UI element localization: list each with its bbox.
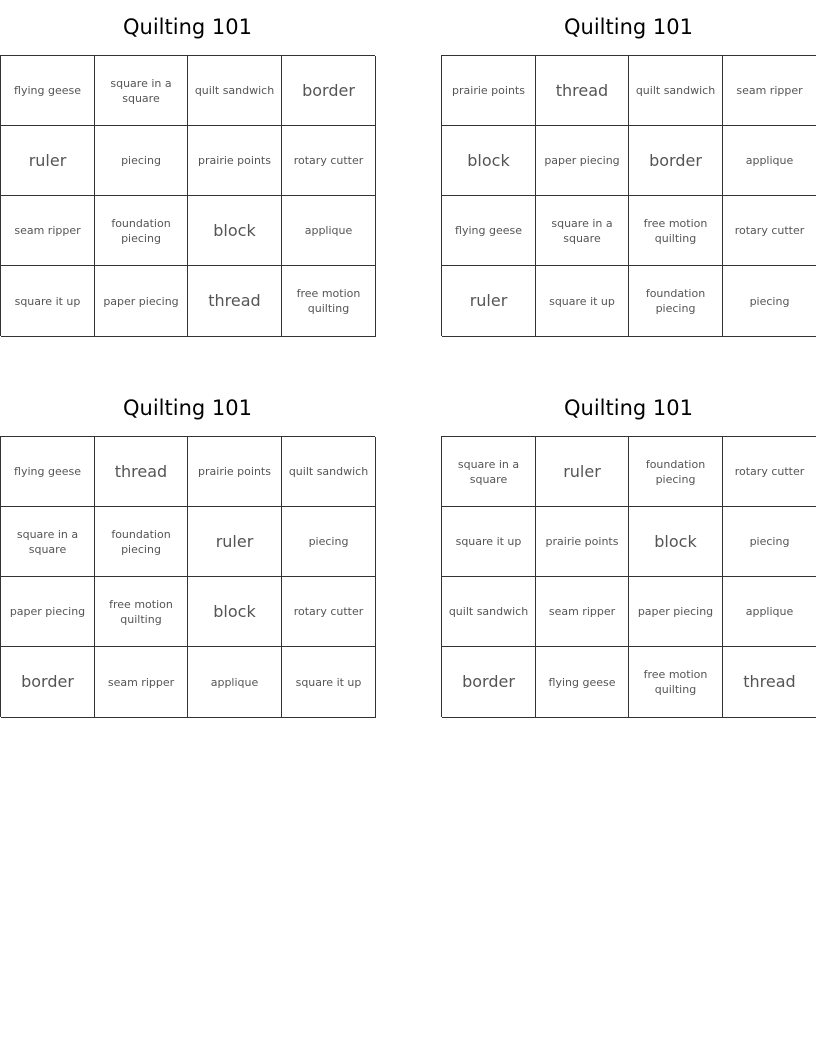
bingo-cell: applique: [723, 126, 816, 196]
bingo-cell: thread: [188, 266, 282, 337]
bingo-cell: thread: [95, 437, 188, 507]
bingo-cell: rotary cutter: [282, 126, 376, 196]
bingo-cell: flying geese: [1, 437, 95, 507]
bingo-cell: foundation piecing: [95, 507, 188, 577]
bingo-cell: block: [442, 126, 536, 196]
bingo-cell: foundation piecing: [629, 437, 723, 507]
bingo-cell: square in a square: [536, 196, 629, 266]
bingo-cell: seam ripper: [1, 196, 95, 266]
card-title: Quilting 101: [564, 15, 693, 39]
bingo-cell: paper piecing: [1, 577, 95, 647]
bingo-cell: square it up: [282, 647, 376, 718]
bingo-cell: free motion quilting: [282, 266, 376, 337]
bingo-cell: applique: [723, 577, 816, 647]
bingo-cell: prairie points: [536, 507, 629, 577]
bingo-cell: block: [188, 577, 282, 647]
bingo-cell: free motion quilting: [629, 647, 723, 718]
card-title: Quilting 101: [564, 396, 693, 420]
bingo-cell: square in a square: [442, 437, 536, 507]
bingo-cell: piecing: [723, 266, 816, 337]
bingo-cell: flying geese: [1, 56, 95, 126]
bingo-cell: ruler: [442, 266, 536, 337]
bingo-cell: square in a square: [1, 507, 95, 577]
bingo-cell: quilt sandwich: [188, 56, 282, 126]
bingo-cell: foundation piecing: [629, 266, 723, 337]
bingo-cell: quilt sandwich: [629, 56, 723, 126]
bingo-grid: [0, 55, 375, 336]
bingo-cell: block: [188, 196, 282, 266]
bingo-grid: [441, 55, 816, 336]
bingo-cell: applique: [188, 647, 282, 718]
bingo-cell: rotary cutter: [723, 196, 816, 266]
bingo-cell: seam ripper: [723, 56, 816, 126]
bingo-card-2: [441, 0, 816, 330]
card-title: Quilting 101: [123, 15, 252, 39]
bingo-cell: prairie points: [188, 126, 282, 196]
bingo-cell: quilt sandwich: [282, 437, 376, 507]
bingo-cell: piecing: [282, 507, 376, 577]
bingo-cell: square it up: [442, 507, 536, 577]
bingo-cell: applique: [282, 196, 376, 266]
bingo-grid: [441, 436, 816, 717]
bingo-cell: thread: [723, 647, 816, 718]
bingo-cell: square in a square: [95, 56, 188, 126]
bingo-card-4: [441, 381, 816, 711]
bingo-cell: piecing: [95, 126, 188, 196]
bingo-cell: border: [629, 126, 723, 196]
bingo-cell: foundation piecing: [95, 196, 188, 266]
bingo-card-1: [0, 0, 375, 330]
bingo-cell: rotary cutter: [282, 577, 376, 647]
bingo-card-3: [0, 381, 375, 711]
bingo-cell: border: [282, 56, 376, 126]
bingo-cell: rotary cutter: [723, 437, 816, 507]
bingo-cell: border: [1, 647, 95, 718]
bingo-cell: border: [442, 647, 536, 718]
bingo-cell: thread: [536, 56, 629, 126]
bingo-cell: flying geese: [536, 647, 629, 718]
bingo-cell: free motion quilting: [629, 196, 723, 266]
bingo-cell: free motion quilting: [95, 577, 188, 647]
bingo-cell: ruler: [188, 507, 282, 577]
bingo-cell: ruler: [1, 126, 95, 196]
bingo-cell: seam ripper: [95, 647, 188, 718]
bingo-cell: paper piecing: [536, 126, 629, 196]
bingo-cell: quilt sandwich: [442, 577, 536, 647]
bingo-cell: flying geese: [442, 196, 536, 266]
bingo-cell: block: [629, 507, 723, 577]
bingo-cell: piecing: [723, 507, 816, 577]
bingo-cell: paper piecing: [629, 577, 723, 647]
bingo-cell: paper piecing: [95, 266, 188, 337]
card-title: Quilting 101: [123, 396, 252, 420]
bingo-cell: ruler: [536, 437, 629, 507]
bingo-cell: prairie points: [188, 437, 282, 507]
bingo-cell: seam ripper: [536, 577, 629, 647]
bingo-cell: square it up: [536, 266, 629, 337]
bingo-cell: square it up: [1, 266, 95, 337]
bingo-grid: [0, 436, 375, 717]
bingo-cell: prairie points: [442, 56, 536, 126]
